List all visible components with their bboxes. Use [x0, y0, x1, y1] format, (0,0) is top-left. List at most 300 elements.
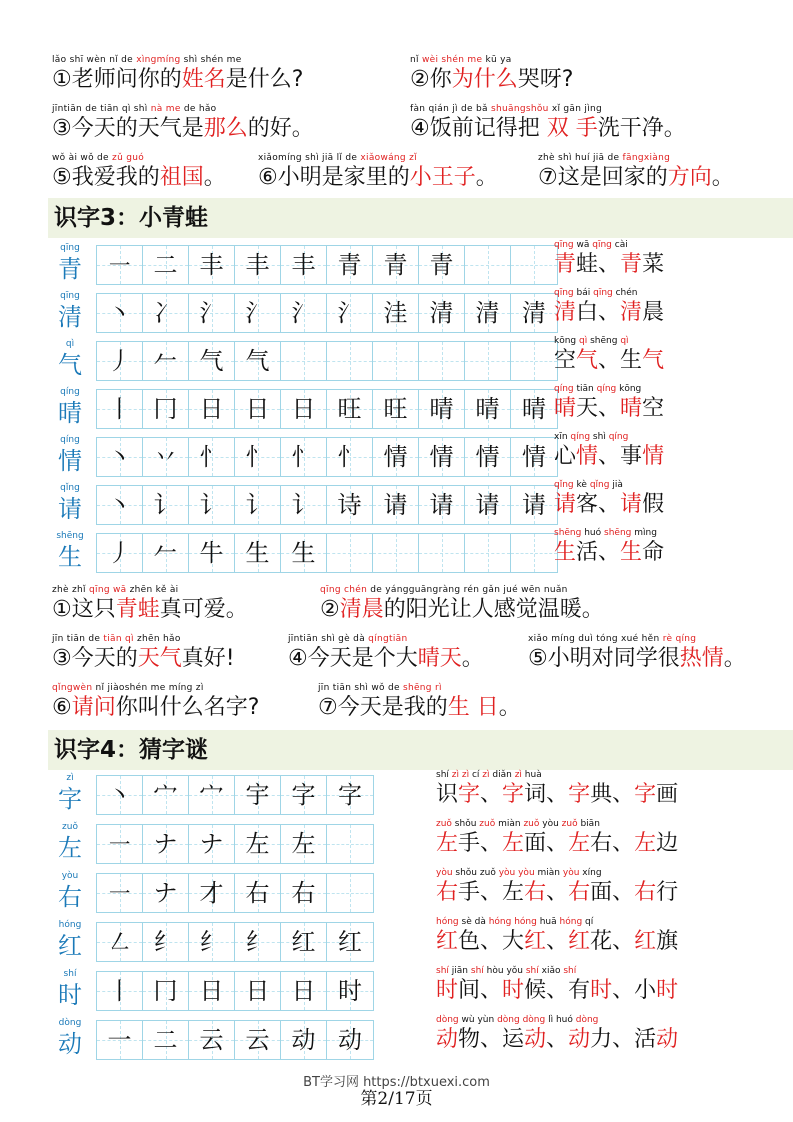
- pinyin-highlight: shēng rì: [402, 683, 442, 693]
- character-label: [48, 483, 92, 524]
- word-pinyin: [436, 1015, 678, 1026]
- stroke-order-grid: [96, 341, 558, 381]
- word-pinyin: [554, 432, 664, 443]
- sentence-text: [52, 645, 235, 673]
- word-char: 请: [620, 492, 643, 517]
- stroke-step: 丨: [107, 977, 132, 1005]
- word-pinyin-syllable: miàn: [498, 819, 521, 829]
- stroke-step: 二: [153, 251, 178, 279]
- word-examples: [554, 528, 664, 567]
- word-examples: [436, 966, 678, 1005]
- grid-cell: [327, 294, 373, 332]
- stroke-step: 情: [429, 443, 454, 471]
- character: 左: [58, 834, 82, 862]
- word-char: 右: [634, 880, 657, 905]
- stroke-step: 冂: [153, 977, 178, 1005]
- word-char: 生: [554, 540, 577, 565]
- separator: 、: [612, 831, 635, 856]
- text-part: ①这只: [52, 597, 116, 622]
- sentence-text: [52, 66, 303, 94]
- character-pinyin: yòu: [61, 871, 79, 881]
- grid-cell: [143, 246, 189, 284]
- stroke-step: 请: [475, 491, 500, 519]
- stroke-step: 丿: [107, 347, 132, 375]
- word-pinyin-syllable: zì: [451, 770, 459, 780]
- character-label: [48, 339, 92, 380]
- character-pinyin: hóng: [58, 920, 82, 930]
- word-pinyin-syllable: jiān: [451, 966, 468, 976]
- pinyin-part: nǐ: [410, 55, 422, 65]
- word-pinyin-syllable: bái: [576, 288, 591, 298]
- text-highlight: 那么: [203, 116, 248, 141]
- word-char: 运: [502, 1027, 525, 1052]
- stroke-step: 氵: [199, 299, 224, 327]
- word-examples: [554, 432, 664, 471]
- grid-cell: [465, 486, 511, 524]
- word-pinyin-syllable: shēng: [554, 528, 585, 538]
- character-label: [48, 822, 92, 863]
- grid-cell: [373, 342, 419, 380]
- word-char: 力: [590, 1027, 613, 1052]
- word-pinyin: [554, 240, 664, 251]
- grid-cell: [281, 438, 327, 476]
- word-char: 晴: [554, 396, 577, 421]
- stroke-step: 二: [153, 1026, 178, 1054]
- word-pinyin-syllable: zuǒ: [561, 819, 581, 829]
- stroke-step: 云: [199, 1026, 224, 1054]
- text-part: ⑥: [52, 695, 72, 720]
- stroke-step: 纟: [245, 928, 270, 956]
- stroke-step: 丨: [107, 395, 132, 423]
- stroke-step: 忄: [337, 443, 362, 471]
- character: 动: [58, 1030, 82, 1058]
- character-pinyin: dòng: [58, 1018, 82, 1028]
- word-pinyin-syllable: hòu: [486, 966, 504, 976]
- stroke-step: 牛: [199, 539, 224, 567]
- grid-cell: [511, 342, 557, 380]
- stroke-step: 诗: [337, 491, 362, 519]
- watermark: BT学习网 https://btxuexi.com: [303, 1075, 490, 1090]
- word-pinyin-syllable: shǒu: [454, 819, 477, 829]
- word-text: [436, 928, 678, 956]
- grid-cell: [327, 972, 373, 1010]
- word-char: 请: [554, 492, 577, 517]
- stroke-step: 旺: [337, 395, 362, 423]
- word-pinyin-syllable: sè: [461, 917, 472, 927]
- word-char: 左: [634, 831, 657, 856]
- pinyin-part: zhēn hǎo: [133, 634, 181, 644]
- grid-cell: [511, 438, 557, 476]
- text-part: 哭呀?: [517, 67, 574, 92]
- word-pinyin-syllable: zuǒ: [523, 819, 543, 829]
- text-part: 。: [475, 165, 498, 190]
- pinyin-part: xiǎomíng shì jiā lǐ de: [258, 153, 361, 163]
- grid-cell: [281, 534, 327, 572]
- grid-cell: [373, 438, 419, 476]
- word-pinyin-syllable: qīng: [554, 240, 577, 250]
- word-text: [554, 299, 664, 327]
- word-char: 红: [436, 929, 459, 954]
- grid-cell: [327, 486, 373, 524]
- pinyin-part: jīn tiān de: [52, 634, 104, 644]
- stroke-order-grid: [96, 1020, 374, 1060]
- character-label: [48, 920, 92, 961]
- stroke-step: 气: [245, 347, 270, 375]
- stroke-step: 青: [429, 251, 454, 279]
- stroke-step: 纟: [199, 928, 224, 956]
- stroke-step: 纟: [153, 928, 178, 956]
- separator: 、: [546, 880, 569, 905]
- stroke-step: 忄: [291, 443, 316, 471]
- grid-cell: [143, 534, 189, 572]
- sentence-top-6: [258, 153, 498, 192]
- word-pinyin-syllable: qíng: [596, 384, 620, 394]
- word-text: [554, 443, 664, 471]
- word-examples: [554, 384, 664, 423]
- practice-row-红: [48, 920, 793, 968]
- sentence-top-5: [52, 153, 226, 192]
- character: 生: [58, 543, 82, 571]
- stroke-step: 右: [245, 879, 270, 907]
- sentence-text: [410, 66, 573, 94]
- word-text: [554, 347, 664, 375]
- character: 字: [58, 785, 82, 813]
- sentence-text: [528, 645, 746, 673]
- word-pinyin-syllable: qǐng: [554, 480, 577, 490]
- word-pinyin-syllable: kōng: [619, 384, 642, 394]
- stroke-step: 洼: [383, 299, 408, 327]
- word-char: 动: [656, 1027, 679, 1052]
- stroke-step: 日: [199, 395, 224, 423]
- practice-row-情: [48, 435, 793, 483]
- stroke-step: 丶: [107, 443, 132, 471]
- stroke-order-grid: [96, 293, 558, 333]
- sentence-pinyin: [52, 634, 235, 645]
- stroke-order-grid: [96, 389, 558, 429]
- character-label: [48, 1018, 92, 1059]
- word-pinyin-syllable: hóng: [559, 917, 586, 927]
- text-part: ③今天的: [52, 646, 138, 671]
- grid-cell: [511, 486, 557, 524]
- word-char: 假: [642, 492, 665, 517]
- pinyin-highlight: zǔ guó: [112, 153, 145, 163]
- pinyin-highlight: tiān qì: [103, 634, 134, 644]
- grid-cell: [373, 246, 419, 284]
- word-pinyin-syllable: yòu: [542, 819, 559, 829]
- word-char: 天: [576, 396, 599, 421]
- stroke-step: 时: [338, 977, 362, 1005]
- grid-cell: [373, 294, 419, 332]
- word-text: [554, 539, 664, 567]
- pinyin-part: jīntiān shì gè dà: [288, 634, 369, 644]
- word-pinyin-syllable: qíng: [608, 432, 629, 442]
- word-examples: [554, 288, 664, 327]
- word-char: 画: [656, 782, 679, 807]
- stroke-step: 日: [291, 395, 316, 423]
- word-pinyin: [554, 336, 664, 347]
- word-char: 左: [502, 831, 525, 856]
- grid-cell: [281, 874, 327, 912]
- grid-cell: [511, 390, 557, 428]
- section-3-header: [48, 198, 793, 238]
- grid-cell: [465, 534, 511, 572]
- character-label: [48, 243, 92, 284]
- word-char: 清: [620, 300, 643, 325]
- stroke-step: 才: [199, 879, 224, 907]
- word-pinyin-syllable: miàn: [537, 868, 561, 878]
- stroke-step: 丶: [107, 781, 132, 809]
- grid-cell: [511, 246, 557, 284]
- grid-cell: [373, 486, 419, 524]
- stroke-step: 晴: [522, 395, 546, 423]
- word-pinyin-syllable: kè: [576, 480, 587, 490]
- pinyin-part: kū ya: [482, 55, 512, 65]
- grid-cell: [281, 294, 327, 332]
- pinyin-part: lǎo shī wèn nǐ de: [52, 55, 137, 65]
- grid-cell: [373, 534, 419, 572]
- pinyin-highlight: fāngxiàng: [622, 153, 671, 163]
- word-char: 左: [502, 880, 525, 905]
- word-char: 行: [656, 880, 679, 905]
- character-pinyin: zì: [66, 773, 74, 783]
- word-char: 词: [524, 782, 547, 807]
- text-part: 的阳光让人感觉温暖。: [383, 597, 604, 622]
- word-pinyin-syllable: chén: [615, 288, 638, 298]
- grid-cell: [419, 486, 465, 524]
- grid-cell: [189, 390, 235, 428]
- word-examples: [436, 819, 678, 858]
- text-highlight: 祖国: [159, 165, 204, 190]
- word-char: 色: [458, 929, 481, 954]
- practice-row-右: [48, 871, 793, 919]
- stroke-step: ナ: [199, 830, 224, 858]
- word-char: 右: [436, 880, 459, 905]
- word-char: 事: [620, 444, 643, 469]
- stroke-step: 讠: [153, 491, 178, 519]
- character-pinyin: shí: [63, 969, 77, 979]
- stroke-step: 丷: [153, 443, 178, 471]
- word-pinyin-syllable: huā: [539, 917, 557, 927]
- word-char: 时: [436, 978, 459, 1003]
- word-pinyin-syllable: yòu: [498, 868, 516, 878]
- word-char: 字: [502, 782, 525, 807]
- word-pinyin-syllable: shí: [436, 770, 452, 780]
- word-char: 花: [590, 929, 613, 954]
- text-highlight: 请问: [71, 695, 116, 720]
- text-part: 。: [711, 165, 734, 190]
- separator: 、: [546, 831, 569, 856]
- sentence-text: [52, 694, 259, 722]
- grid-cell: [97, 438, 143, 476]
- word-char: 大: [502, 929, 525, 954]
- word-char: 生: [620, 348, 643, 373]
- sentence-top-3: [52, 104, 314, 143]
- word-pinyin: [436, 770, 678, 781]
- text-part: 。: [203, 165, 226, 190]
- word-pinyin: [436, 966, 678, 977]
- character: 时: [58, 981, 82, 1009]
- stroke-step: 冂: [153, 395, 178, 423]
- grid-cell: [143, 776, 189, 814]
- word-char: 候: [524, 978, 547, 1003]
- grid-cell: [511, 294, 557, 332]
- word-char: 气: [576, 348, 599, 373]
- word-char: 青: [554, 252, 577, 277]
- word-pinyin-syllable: shí: [436, 966, 452, 976]
- practice-row-时: [48, 969, 793, 1017]
- pinyin-part: xiǎo míng duì tóng xué hěn: [528, 634, 663, 644]
- separator: 、: [598, 540, 621, 565]
- sentence-text: [538, 164, 734, 192]
- pinyin-part: zhè shì huí jiā de: [538, 153, 623, 163]
- stroke-order-grid: [96, 971, 374, 1011]
- sentence-pinyin: [288, 634, 484, 645]
- stroke-step: 讠: [245, 491, 270, 519]
- text-part: ④饭前记得把: [410, 116, 547, 141]
- grid-cell: [97, 923, 143, 961]
- word-char: 字: [568, 782, 591, 807]
- stroke-step: 左: [291, 830, 316, 858]
- word-char: 手: [458, 880, 481, 905]
- grid-cell: [419, 246, 465, 284]
- text-part: 的好。: [247, 116, 314, 141]
- sentence-pinyin: [410, 104, 686, 115]
- sentence-mid-3: [52, 634, 235, 673]
- stroke-step: 忄: [245, 443, 270, 471]
- stroke-step: 丰: [199, 251, 224, 279]
- word-pinyin-syllable: shì: [592, 432, 609, 442]
- word-char: 物: [458, 1027, 481, 1052]
- grid-cell: [235, 342, 281, 380]
- separator: 、: [598, 396, 621, 421]
- grid-cell: [235, 438, 281, 476]
- separator: 、: [480, 831, 503, 856]
- sentence-mid-2: [320, 585, 604, 624]
- word-char: 活: [576, 540, 599, 565]
- word-pinyin-syllable: shí: [470, 966, 487, 976]
- stroke-step: 情: [383, 443, 408, 471]
- sentence-text: [318, 694, 521, 722]
- text-highlight: 方向: [667, 165, 712, 190]
- grid-cell: [281, 246, 327, 284]
- character: 清: [58, 303, 82, 331]
- separator: 、: [546, 978, 569, 1003]
- text-highlight: 生 日: [447, 695, 499, 720]
- separator: 、: [612, 978, 635, 1003]
- grid-cell: [235, 534, 281, 572]
- pinyin-part: nǐ jiàoshén me míng zì: [92, 683, 204, 693]
- sentence-pinyin: [320, 585, 604, 596]
- pinyin-part: wǒ ài wǒ de: [52, 153, 113, 163]
- word-char: 红: [568, 929, 591, 954]
- stroke-step: 日: [245, 395, 270, 423]
- text-part: 。: [723, 646, 746, 671]
- grid-cell: [235, 874, 281, 912]
- grid-cell: [189, 246, 235, 284]
- text-part: ⑦这是回家的: [538, 165, 668, 190]
- word-char: 心: [554, 444, 577, 469]
- word-pinyin-syllable: xíng: [582, 868, 602, 878]
- stroke-step: 宇: [245, 781, 270, 809]
- grid-cell: [143, 972, 189, 1010]
- sentence-top-4: [410, 104, 686, 143]
- pinyin-part: fàn qián jì de bǎ: [410, 104, 492, 114]
- word-char: 空: [642, 396, 665, 421]
- text-part: 你叫什么名字?: [115, 695, 260, 720]
- sentence-pinyin: [538, 153, 734, 164]
- sentence-mid-6: [52, 683, 259, 722]
- sentence-text: [52, 596, 248, 624]
- word-pinyin-syllable: diǎn: [492, 770, 512, 780]
- sentence-top-7: [538, 153, 734, 192]
- text-highlight: 小王子: [409, 165, 476, 190]
- text-part: 真可爱。: [159, 597, 248, 622]
- word-pinyin-syllable: qí: [585, 917, 594, 927]
- stroke-step: 云: [245, 1026, 270, 1054]
- stroke-step: 情: [475, 443, 500, 471]
- grid-cell: [189, 438, 235, 476]
- character-pinyin: qì: [65, 339, 75, 349]
- practice-row-气: [48, 339, 793, 387]
- stroke-step: 讠: [291, 491, 316, 519]
- grid-cell: [419, 438, 465, 476]
- separator: 、: [598, 444, 621, 469]
- word-char: 左: [568, 831, 591, 856]
- sentence-text: [288, 645, 484, 673]
- pinyin-part: zhè zhǐ: [52, 585, 90, 595]
- word-pinyin-syllable: yòu: [562, 868, 583, 878]
- character-pinyin: qǐng: [60, 483, 80, 493]
- word-char: 手: [458, 831, 481, 856]
- word-pinyin-syllable: shēng: [590, 336, 621, 346]
- word-char: 动: [436, 1027, 459, 1052]
- stroke-step: 动: [338, 1026, 362, 1054]
- sentence-pinyin: [410, 55, 573, 66]
- grid-cell: [327, 534, 373, 572]
- word-char: 活: [634, 1027, 657, 1052]
- pinyin-highlight: qíngtiān: [368, 634, 408, 644]
- grid-cell: [189, 486, 235, 524]
- separator: 、: [480, 880, 503, 905]
- stroke-step: 清: [522, 299, 546, 327]
- separator: 、: [612, 880, 635, 905]
- text-part: ⑥小明是家里的: [258, 165, 410, 190]
- stroke-step: 宀: [153, 781, 178, 809]
- stroke-step: 𠂉: [153, 539, 178, 567]
- word-pinyin-syllable: cài: [614, 240, 628, 250]
- stroke-order-grid: [96, 533, 558, 573]
- character-pinyin: qīng: [60, 243, 80, 253]
- stroke-step: 日: [245, 977, 270, 1005]
- word-char: 动: [524, 1027, 547, 1052]
- word-char: 晴: [620, 396, 643, 421]
- stroke-step: 字: [338, 781, 362, 809]
- section-4-header: [48, 730, 793, 770]
- word-pinyin-syllable: qíng: [554, 384, 577, 394]
- character: 右: [58, 883, 82, 911]
- stroke-step: 讠: [199, 491, 224, 519]
- grid-cell: [511, 534, 557, 572]
- grid-cell: [143, 923, 189, 961]
- word-text: [554, 491, 664, 519]
- word-pinyin: [436, 819, 678, 830]
- stroke-step: 生: [245, 539, 270, 567]
- stroke-step: 忄: [199, 443, 224, 471]
- character: 请: [58, 495, 82, 523]
- word-pinyin-syllable: cí: [471, 770, 480, 780]
- stroke-step: ㇐: [107, 251, 132, 279]
- character-pinyin: zuǒ: [62, 822, 78, 832]
